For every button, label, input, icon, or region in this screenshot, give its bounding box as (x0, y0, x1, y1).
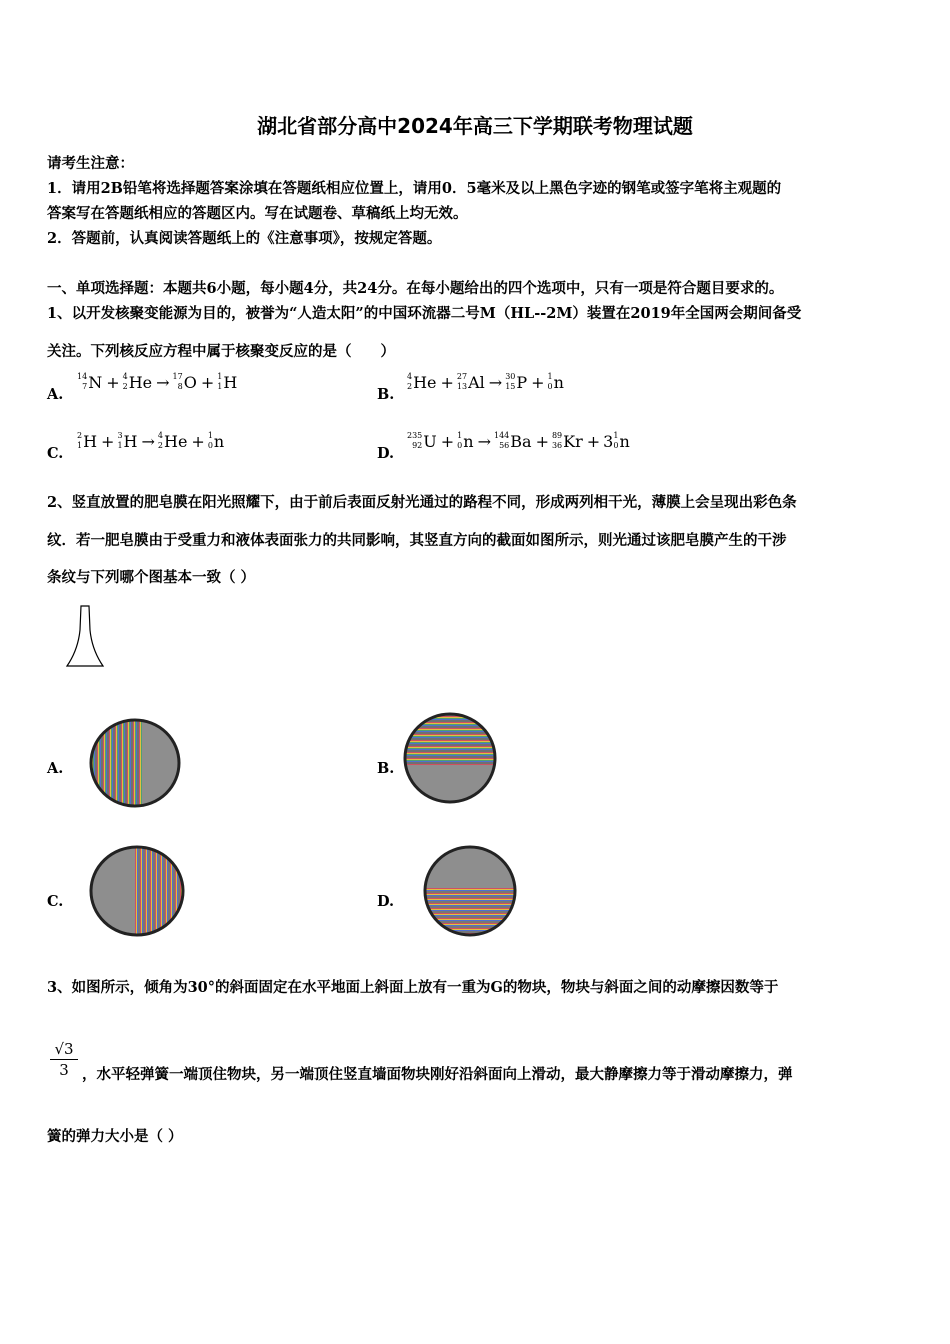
atomic-number: 0 (207, 440, 213, 450)
soap-film-cross-section-figure (60, 600, 110, 670)
reaction-arrow: → (156, 373, 170, 392)
element-symbol: H (123, 432, 138, 451)
mass-number: 3 (117, 430, 123, 440)
mass-charge-numbers (407, 372, 412, 392)
element-symbol: H (223, 373, 238, 392)
nuclide-term (407, 431, 437, 452)
mass-charge-numbers (117, 431, 122, 451)
mass-number: 4 (407, 371, 413, 381)
mass-number: 2 (77, 430, 83, 440)
q2-option-d-fringe-image (420, 843, 520, 939)
plus-sign: + (200, 373, 215, 392)
atomic-number: 13 (456, 381, 468, 391)
q3-stem-line-1: 3、如图所示，倾角为30°的斜面固定在水平地面上斜面上放有一重为G的物块，物块与斜面之间的动摩擦因数等于 (47, 979, 779, 996)
q3-fraction-bar (50, 1059, 78, 1060)
notice-heading: 请考生注意： (47, 155, 134, 172)
q3-stem-line-3: 簧的弹力大小是（ ） (47, 1128, 183, 1145)
nuclide-term (494, 431, 532, 452)
mass-number: 4 (122, 371, 128, 381)
mass-charge-numbers (457, 431, 462, 451)
nuclide-term (457, 372, 485, 393)
nuclide-term (117, 431, 137, 452)
q1-option-b-formula (407, 372, 565, 393)
reaction-arrow: → (477, 432, 491, 451)
q2-stem-line-2: 纹．若一肥皂膜由于受重力和液体表面张力的共同影响，其竖直方向的截面如图所示，则光通过该肥皂膜产生的干涉 (47, 532, 787, 549)
plus-sign: + (586, 432, 601, 451)
atomic-number: 0 (613, 440, 619, 450)
atomic-number: 7 (82, 381, 88, 391)
notice-line-1b: 答案写在答题纸相应的答题区内。写在试题卷、草稿纸上均无效。 (47, 205, 468, 222)
nuclide-term (123, 372, 153, 393)
atomic-number: 2 (407, 381, 413, 391)
nuclide-term (77, 431, 97, 452)
plus-sign: + (106, 373, 120, 392)
mass-charge-numbers (77, 372, 87, 392)
mass-charge-numbers (123, 372, 128, 392)
mass-charge-numbers (457, 372, 467, 392)
mass-number: 4 (157, 430, 163, 440)
nuclide-term (158, 431, 188, 452)
atomic-number: 0 (547, 381, 553, 391)
notice-line-1: 1．请用2B铅笔将选择题答案涂填在答题纸相应位置上，请用0．5毫米及以上黑色字迹的钢笔或签字笔将主观题的 (47, 180, 782, 197)
element-symbol: n (619, 432, 630, 451)
mass-charge-numbers (613, 431, 618, 451)
q1-option-b-label: B. (377, 386, 395, 403)
atomic-number: 8 (177, 381, 183, 391)
q1-option-a-formula (77, 372, 238, 393)
q1-stem-line-2: 关注。下列核反应方程中属于核聚变反应的是（ ） (47, 343, 395, 360)
q3-fraction (50, 1040, 78, 1079)
q2-option-c-label: C. (47, 893, 64, 910)
mass-number: 17 (172, 371, 183, 381)
q2-option-d-label: D. (377, 893, 395, 910)
element-symbol: He (128, 373, 153, 392)
q2-option-a-fringe-image (85, 716, 185, 810)
element-symbol: U (423, 432, 437, 451)
atomic-number: 36 (551, 440, 563, 450)
plus-sign: + (535, 432, 549, 451)
mass-number: 1 (613, 430, 619, 440)
element-symbol: O (183, 373, 197, 392)
element-symbol: N (88, 373, 103, 392)
nuclide-term (505, 372, 527, 393)
q3-fraction-numerator: √3 (54, 1040, 74, 1058)
plus-sign: + (440, 432, 455, 451)
notice-line-2: 2．答题前，认真阅读答题纸上的《注意事项》，按规定答题。 (47, 230, 442, 247)
mass-number: 1 (217, 371, 223, 381)
plus-sign: + (101, 432, 115, 451)
q2-option-b-fringe-image (400, 710, 500, 806)
mass-charge-numbers (548, 372, 553, 392)
q1-option-c-label: C. (47, 445, 64, 462)
element-symbol: H (83, 432, 98, 451)
atomic-number: 0 (457, 440, 463, 450)
element-symbol: Al (468, 373, 485, 392)
mass-charge-numbers (208, 431, 213, 451)
plus-sign: + (440, 373, 454, 392)
plus-sign: + (191, 432, 205, 451)
q3-stem-line-2: ，水平轻弹簧一端顶住物块，另一端顶住竖直墙面物块刚好沿斜面向上滑动，最大静摩擦力等于滑动摩擦力，弹 (82, 1066, 793, 1083)
atomic-number: 2 (157, 440, 163, 450)
q2-option-a-label: A. (47, 760, 64, 777)
mass-number: 89 (551, 430, 563, 440)
mass-number: 144 (493, 430, 510, 440)
q1-option-c-formula (77, 431, 225, 452)
q3-fraction-denominator: 3 (59, 1061, 69, 1079)
q2-option-b-label: B. (377, 760, 395, 777)
q1-option-d-formula (407, 431, 631, 452)
mass-number: 14 (77, 371, 88, 381)
element-symbol: He (413, 373, 437, 392)
nuclide-term (173, 372, 197, 393)
atomic-number: 1 (77, 440, 83, 450)
atomic-number: 15 (505, 381, 516, 391)
mass-number: 235 (407, 430, 423, 440)
section-heading: 一、单项选择题：本题共6小题，每小题4分，共24分。在每小题给出的四个选项中，只有一项是符合题目要求的。 (47, 280, 784, 297)
q1-option-d-label: D. (377, 445, 395, 462)
reaction-arrow: → (488, 373, 503, 392)
mass-charge-numbers (158, 431, 163, 451)
element-symbol: He (164, 432, 188, 451)
mass-charge-numbers (494, 431, 509, 451)
atomic-number: 56 (499, 440, 510, 450)
mass-number: 30 (505, 371, 516, 381)
mass-charge-numbers (407, 431, 422, 451)
q1-option-a-label: A. (47, 386, 64, 403)
atomic-number: 92 (412, 440, 423, 450)
element-symbol: Kr (563, 432, 583, 451)
q2-option-c-fringe-image (85, 843, 189, 939)
mass-number: 1 (457, 430, 463, 440)
nuclide-term (208, 431, 224, 452)
mass-number: 1 (547, 371, 553, 381)
nuclide-term (548, 372, 564, 393)
nuclide-term (552, 431, 583, 452)
nuclide-term (77, 372, 102, 393)
mass-charge-numbers (552, 431, 562, 451)
q1-stem-line-1: 1、以开发核聚变能源为目的，被誉为“人造太阳”的中国环流器二号M（HL--2M）装置在2019年全国两会期间备受 (47, 305, 802, 322)
mass-number: 27 (456, 371, 468, 381)
nuclide-term (603, 431, 630, 452)
plus-sign: + (531, 373, 545, 392)
reaction-arrow: → (141, 432, 155, 451)
mass-number: 1 (207, 430, 213, 440)
atomic-number: 1 (117, 440, 123, 450)
nuclide-term (407, 372, 437, 393)
mass-charge-numbers (77, 431, 82, 451)
q2-stem-line-3: 条纹与下列哪个图基本一致（ ） (47, 569, 256, 586)
element-symbol: n (553, 373, 564, 392)
nuclide-term (217, 372, 237, 393)
mass-charge-numbers (173, 372, 183, 392)
nuclide-term (457, 431, 473, 452)
element-symbol: n (463, 432, 474, 451)
coefficient: 3 (603, 432, 614, 451)
mass-charge-numbers (505, 372, 515, 392)
atomic-number: 1 (217, 381, 223, 391)
page-title: 湖北省部分高中2024年高三下学期联考物理试题 (257, 114, 693, 138)
q2-stem-line-1: 2、竖直放置的肥皂膜在阳光照耀下，由于前后表面反射光通过的路程不同，形成两列相干光，薄膜上会呈现出彩色条 (47, 494, 797, 511)
element-symbol: n (213, 432, 225, 451)
atomic-number: 2 (122, 381, 128, 391)
element-symbol: Ba (510, 432, 532, 451)
element-symbol: P (516, 373, 528, 392)
mass-charge-numbers (217, 372, 222, 392)
